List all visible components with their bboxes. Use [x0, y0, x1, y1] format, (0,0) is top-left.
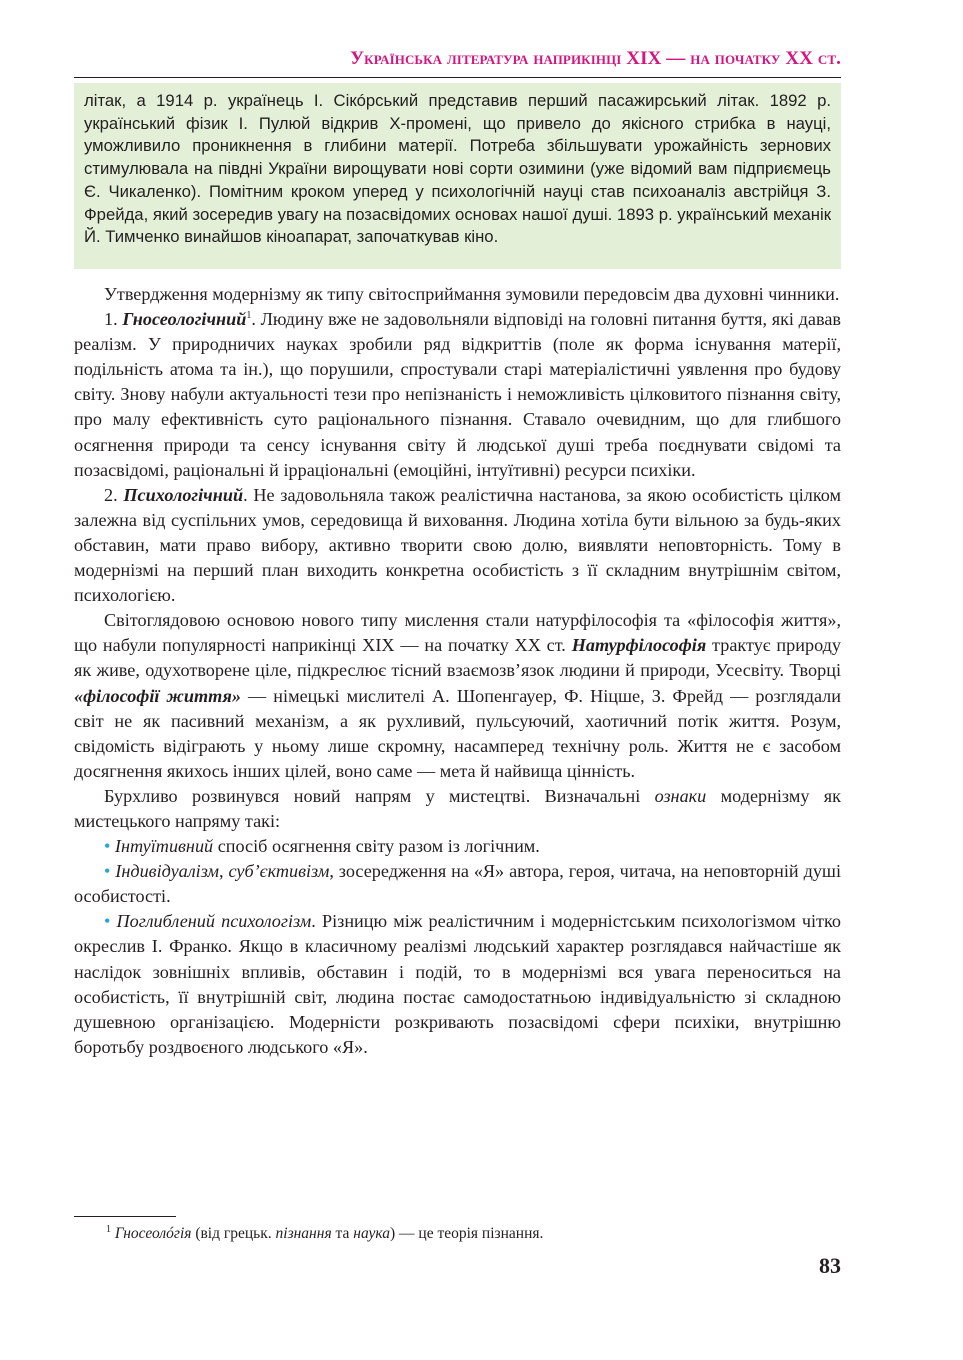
footnote-text: та — [331, 1225, 354, 1242]
sidebar-text: літак, а 1914 р. українець І. Сікóрський представив перший пасажирський літак. 1892 р. український фізик І. Пулюй відкрив Х-промені, що привело до якісного стрибка в науці, уможливило проникнення в глибини матерії. Потреба збільшувати урожайність зернових стимулювала на півдні України вирощувати нові сорти озимини (уже відомий вам підприємець Є. Чикаленко). Помітним кроком уперед у психологічній науці став психоаналіз австрійця З. Фрейда, який зосередив увагу на позасвідомих основах нашої душі. 1893 р. український механік Й. Тимченко винайшов кіноапарат, започаткував кіно. — [84, 91, 831, 247]
term-gnoseological: Гносеологічний — [122, 309, 247, 330]
bullet-text: спосіб осягнення світу разом із логічним. — [213, 836, 540, 857]
footnote-term: Гносеолóгія — [114, 1225, 192, 1242]
paragraph-features-intro — [74, 784, 841, 834]
footnote — [106, 1224, 543, 1244]
bullet-icon: • — [104, 911, 111, 932]
paragraph-philosophy — [74, 608, 841, 784]
term-psychologism: Поглиблений психологізм — [116, 911, 312, 932]
bullet-icon: • — [104, 836, 111, 857]
header-rule — [74, 77, 841, 78]
main-text — [74, 282, 841, 1060]
footnote-rule — [74, 1216, 176, 1217]
term-subjectivism: суб’єктивізм — [228, 861, 330, 882]
paragraph-text: . Людину вже не задовольняли відповіді на головні питання буття, які давав реалізм. У природничих науках зробили ряд відкриттів (поле як форма існування матерії, подільність атома та ін.), що порушили, спростували старі матеріалістичні уявлення про будову світу. Знову набули актуальності тези про непізнаність і неможливість цілковитого пізнання світу, про малу ефективність суто раціонального пізнання. Ставало очевидним, що для глибшого осягнення природи та сенсу існування світу й людської душі треба поєднувати свідомі та позасвідомі, раціональні й ірраціональні (емоційні, інтуїтивні) ресурси психіки. — [74, 309, 842, 480]
footnote-word: пізнання — [275, 1225, 332, 1242]
running-head: Українська література наприкінці XIX — на початку XX ст. — [350, 48, 841, 69]
paragraph-text: Світоглядовою основою нового типу мислення стали натурфілософія та «філософія життя», що набули популярності наприкінці XIX — на початку XX ст. — [74, 610, 841, 656]
footnote-ref[interactable]: 1 — [246, 310, 252, 322]
bullet-text: , зосередження на «Я» автора, героя, читача, на неповторній душі особистості. — [74, 861, 841, 907]
paragraph-text: . Не задовольняла також реалістична настанова, за якою особистість цілком залежна від суспільних умов, середовища й виховання. Людина хотіла бути вільною за будь-яких обставин, мати право вибору, активно творити свою долю, виявляти неповторність. Тому в модернізмі на перший план виходить конкретна особистість з її складним внутрішнім світом, психологією. — [74, 484, 841, 606]
footnote-word: наука — [353, 1225, 390, 1242]
paragraph-text: — німецькі мислителі А. Шопенгауер, Ф. Ніцше, З. Фрейд — розглядали світ не як пасивний механізм, а як рухливий, пульсуючий, хаотичний потік життя. Розум, свідомість відіграють у ньому лише скромну, насамперед технічну роль. Життя не є засобом досягнення якихось інших цілей, воно саме — мета й найвища цінність. — [74, 685, 841, 781]
footnote-text: (від грецьк. — [191, 1225, 276, 1242]
paragraph-text: трактує природу як живе, одухотворене ціле, підкреслює тісний взаємозв’язок людини й природи, Усесвіту. Творці — [74, 635, 841, 681]
item-number: 2. — [104, 484, 124, 505]
paragraph-psychological — [74, 483, 841, 608]
bullet-text: , — [218, 861, 229, 882]
term-psychological: Психологічний — [123, 484, 244, 505]
bullet-item-intuitive — [74, 834, 841, 859]
term-features: ознаки — [654, 785, 707, 806]
bullet-text: . Різницю між реалістичним і модерністським психологізмом чітко окреслив І. Франко. Якщо в класичному реалізмі людський характер розглядався найчастіше як наслідок зовнішніх впливів, обставин і подій, то в модернізмі вся увага переноситься на особистість, її внутрішній світ, людина постає самодостатньою індивідуальністю зі складною душевною організацією. Модерністи розкривають позасвідомі сфери психіки, внутрішню боротьбу роздвоєного людського «Я». — [74, 911, 841, 1057]
paragraph-text: Бурхливо розвинувся новий напрям у мистецтві. Визначальні — [104, 785, 655, 806]
footnote-text: ) — це теорія пізнання. — [389, 1225, 544, 1242]
paragraph-text: модернізму як мистецького напряму такі: — [74, 785, 841, 831]
paragraph-intro: Утвердження модернізму як типу світосприймання зумовили передовсім два духовні чинники. — [104, 284, 840, 304]
footnote-marker: 1 — [106, 1223, 111, 1235]
term-naturphilosophy: Натурфілософія — [571, 635, 707, 656]
info-sidebar — [74, 83, 841, 269]
bullet-item-individualism — [74, 859, 841, 909]
term-individualism: Індивідуалізм — [115, 861, 219, 882]
term-philosophy-of-life: «філософії життя» — [74, 685, 241, 706]
paragraph-gnoseological — [74, 307, 841, 483]
bullet-item-psychologism — [74, 909, 841, 1060]
item-number: 1. — [104, 309, 123, 330]
page-number: 83 — [819, 1253, 841, 1278]
term-intuitive: Інтуїтивний — [114, 836, 214, 857]
bullet-icon: • — [104, 861, 111, 882]
